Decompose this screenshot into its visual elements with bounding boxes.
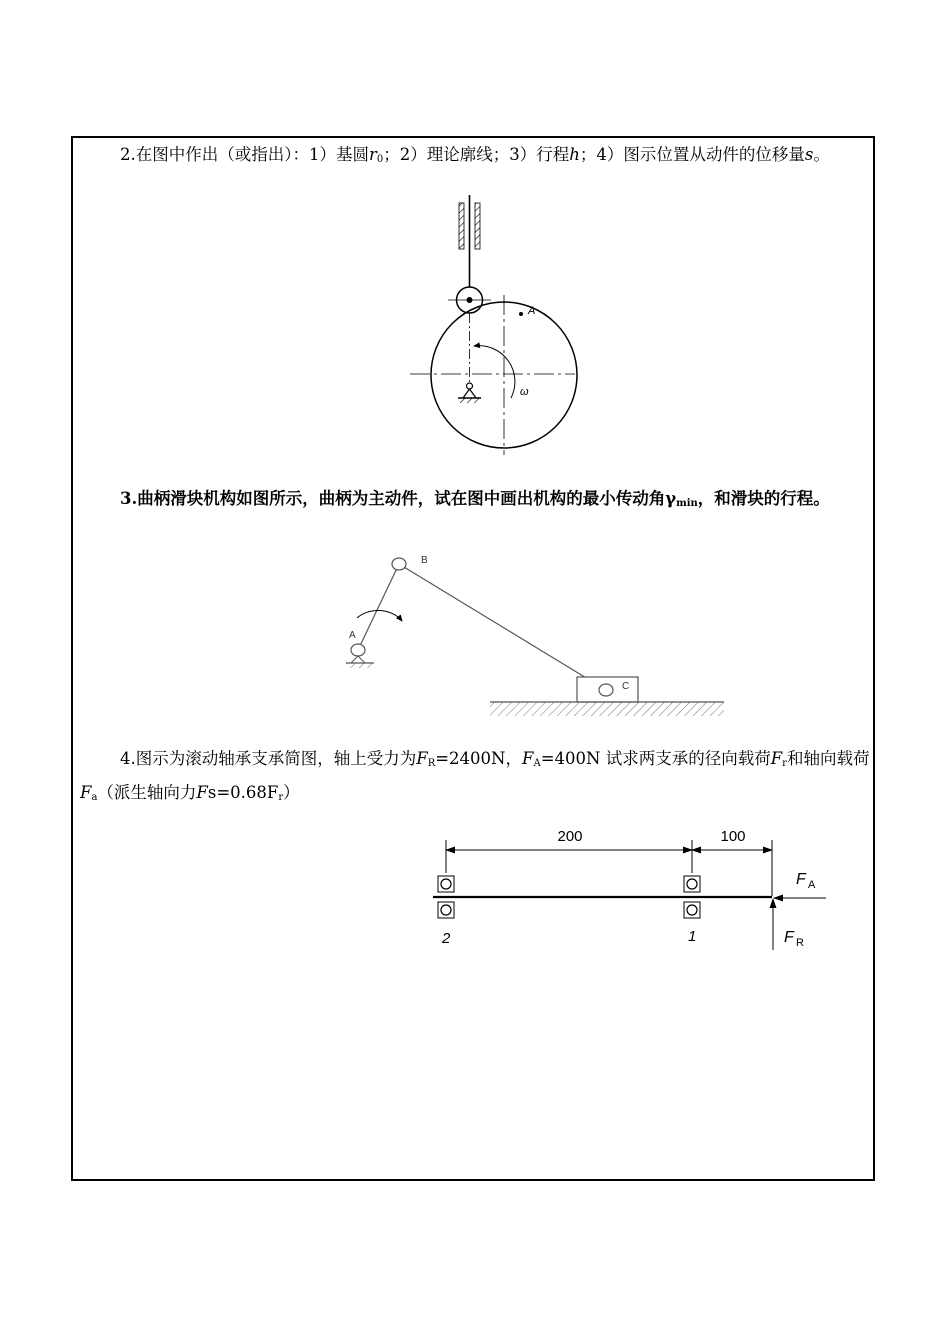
q4-text-b: 和轴向载荷: [786, 749, 870, 768]
q2-s: s: [804, 145, 814, 164]
sc-label-c: C: [622, 681, 630, 692]
q4-frr-sub: r: [782, 758, 787, 769]
q3-text-a: 曲柄滑块机构如图所示，曲柄为主动件，试在图中画出机构的最小传动角: [137, 489, 666, 508]
force-fa-label-f: F: [796, 871, 806, 888]
cam-label-a: A: [528, 305, 536, 317]
force-fr-label-f: F: [784, 929, 794, 946]
q2-text-d: 。: [813, 145, 830, 164]
q2-r0-sub: 0: [376, 154, 384, 165]
q3-gamma-sub: min: [676, 498, 698, 509]
q4-number: 4.: [120, 749, 136, 768]
dim-100-label: 100: [720, 828, 746, 845]
q2-number: 2.: [120, 145, 136, 164]
q3-number: 3.: [120, 489, 138, 508]
q3-gamma: γ: [665, 489, 677, 508]
q2-h: h: [569, 145, 580, 164]
q4-fr-val: =2400N，: [435, 749, 522, 768]
q4-fa-f: F: [522, 749, 534, 768]
q2-text-c: ；4）图示位置从动件的位移量: [579, 145, 805, 164]
cam-label-omega: ω: [520, 386, 529, 398]
q4-fs-rest: s=0.68F: [207, 783, 279, 802]
q4-faa-f: F: [80, 783, 92, 802]
q4-frr-f: F: [770, 749, 783, 768]
q4-text-c: （派生轴向力: [97, 783, 197, 802]
q2-text-a: 在图中作出（或指出）：1）基圆: [135, 145, 369, 164]
q2-text-b: ；2）理论廓线；3）行程: [383, 145, 570, 164]
dim-200-label: 200: [557, 828, 583, 845]
q2-r0: r: [369, 145, 377, 164]
force-fr-label-sub: R: [796, 937, 804, 949]
q4-fs-sub: r: [278, 792, 284, 803]
q3-text-b: ，和滑块的行程。: [697, 489, 830, 508]
sc-label-b: B: [421, 555, 428, 566]
bearing-2-label: 2: [442, 930, 451, 947]
q4-fr-sub: R: [427, 758, 436, 769]
q4-fs-f: F: [196, 783, 208, 802]
sc-label-a: A: [349, 630, 356, 641]
bearing-1-label: 1: [688, 928, 697, 945]
q4-faa-sub: a: [91, 792, 98, 803]
q4-fa-val: =400N 试求两支承的径向载荷: [540, 749, 771, 768]
q4-text-d: ）: [283, 783, 300, 802]
q4-text-a: 图示为滚动轴承支承简图，轴上受力为: [135, 749, 417, 768]
force-fa-label-sub: A: [808, 879, 816, 891]
q4-fr-f: F: [416, 749, 428, 768]
q4-fa-sub: A: [533, 758, 541, 769]
